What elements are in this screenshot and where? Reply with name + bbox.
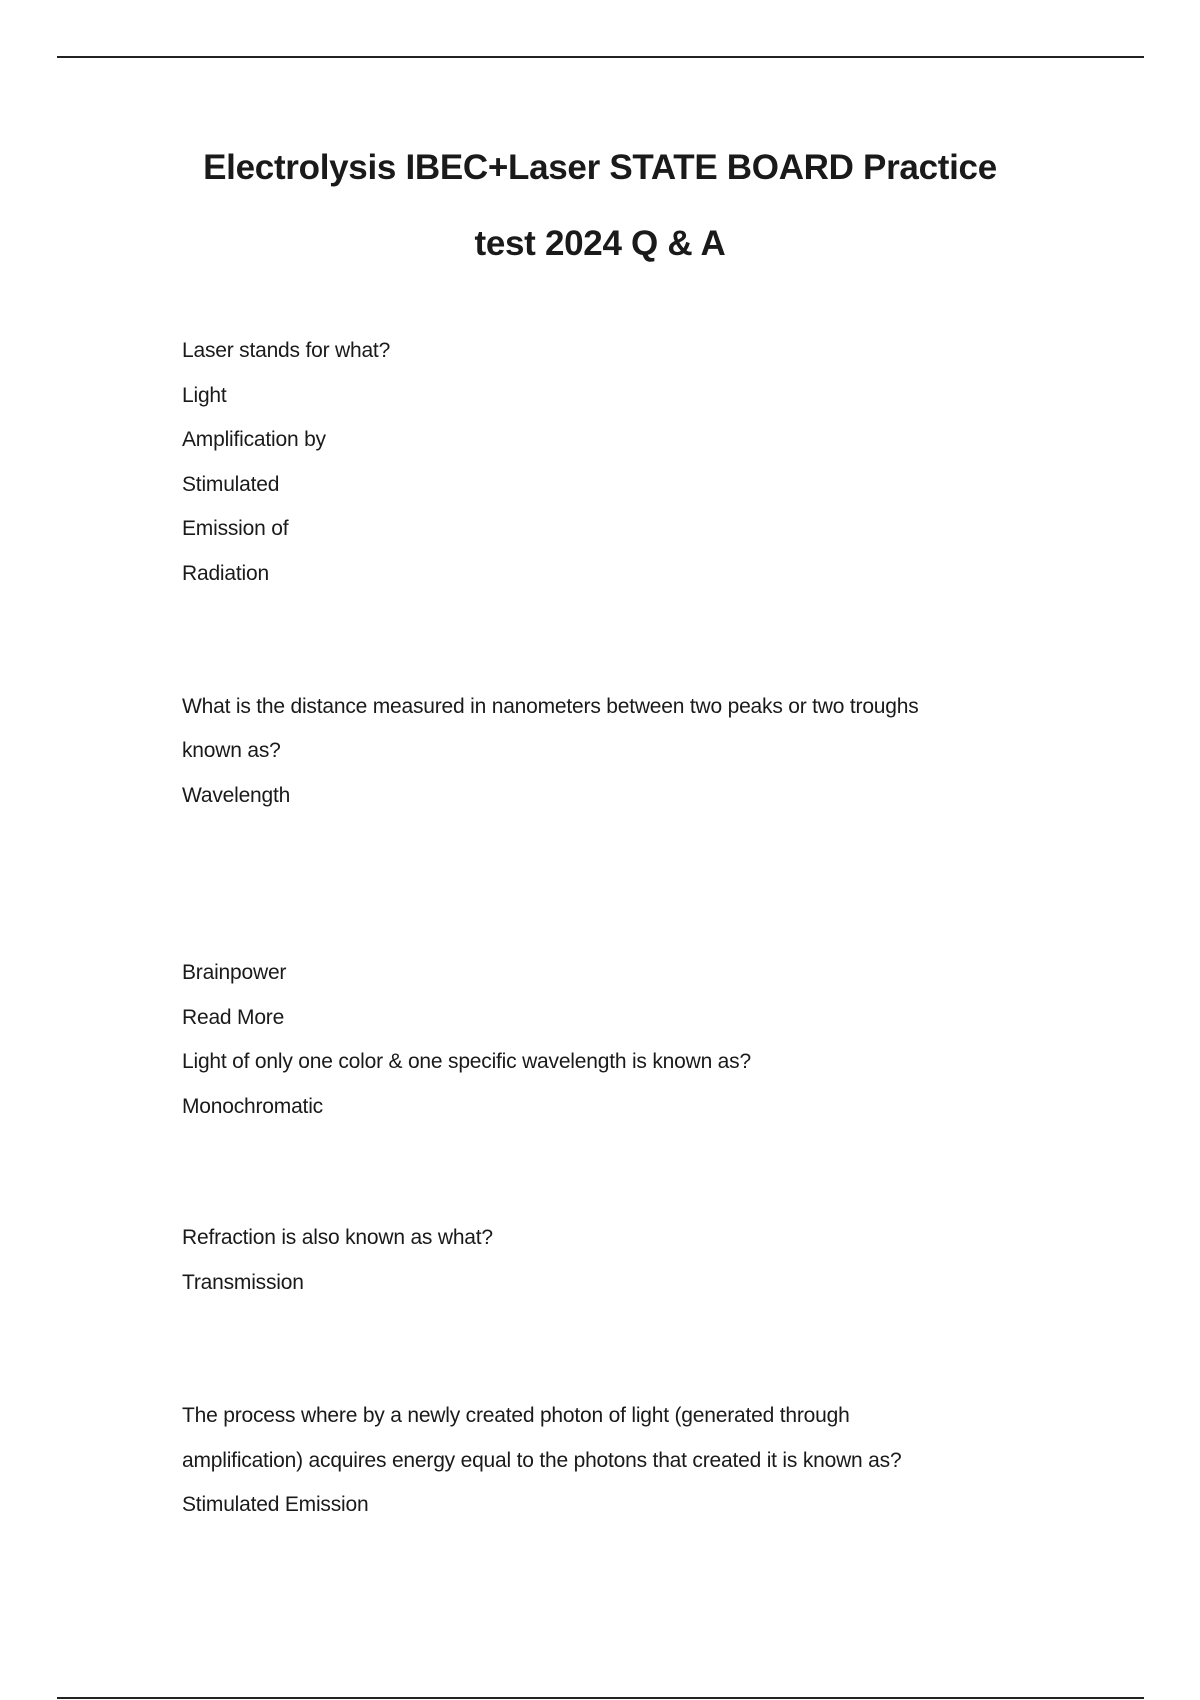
answer-1-line-5: Radiation xyxy=(182,562,269,585)
answer-2: Wavelength xyxy=(182,784,291,807)
read-more-link[interactable]: Read More xyxy=(182,1006,285,1029)
answer-1-line-3: Stimulated xyxy=(182,473,280,496)
question-5-line-1: The process where by a newly created photon of light (generated through xyxy=(182,1404,850,1427)
bottom-rule xyxy=(57,1697,1144,1699)
question-2-line-2: known as? xyxy=(182,739,281,762)
answer-1-line-2: Amplification by xyxy=(182,428,326,451)
answer-4: Transmission xyxy=(182,1271,304,1294)
question-1: Laser stands for what? xyxy=(182,339,391,362)
top-rule xyxy=(57,56,1144,58)
brainpower-label: Brainpower xyxy=(182,961,287,984)
question-3: Light of only one color & one specific wavelength is known as? xyxy=(182,1050,751,1073)
document-title-line-1: Electrolysis IBEC+Laser STATE BOARD Practice xyxy=(203,148,997,187)
document-title-line-2: test 2024 Q & A xyxy=(474,224,726,263)
answer-1-line-1: Light xyxy=(182,384,227,407)
answer-5: Stimulated Emission xyxy=(182,1493,369,1516)
answer-3: Monochromatic xyxy=(182,1095,323,1118)
question-2-line-1: What is the distance measured in nanometers between two peaks or two troughs xyxy=(182,695,919,718)
question-4: Refraction is also known as what? xyxy=(182,1226,493,1249)
answer-1-line-4: Emission of xyxy=(182,517,289,540)
question-5-line-2: amplification) acquires energy equal to the photons that created it is known as? xyxy=(182,1449,902,1472)
